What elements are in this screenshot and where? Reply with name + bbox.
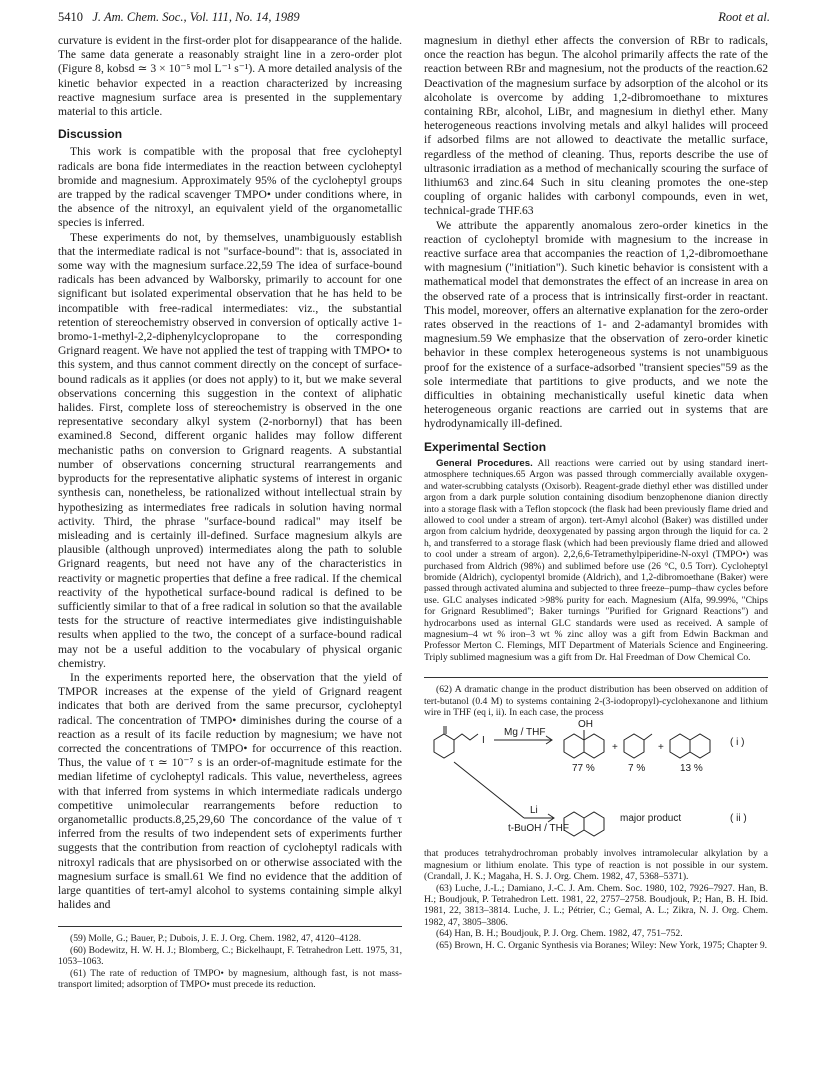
major-product-ring-b: [584, 812, 604, 836]
product-3-ring-a: [670, 734, 690, 758]
footnote-rule: [58, 926, 402, 927]
cyclohexanone-ring: [434, 734, 454, 758]
product-1-ring-b: [584, 734, 604, 758]
reaction-scheme-drawing: [424, 722, 768, 842]
equation-i-label: ( i ): [730, 737, 745, 749]
header-citation: [58, 10, 300, 25]
discussion-paragraph-2: These experiments do not, by themselves, unambiguously establish that the intermediate radical is not "surface-bound": that is, associated in some way with the magnesium surface.22,59 The idea of surface-bound radicals has been advanced by Walborsky, primarily to account for one significant but isolated experimental observation that he has held to be incompatible with free-radical intermediates: viz., the substantial retention of stereochemistry observed in conversion of optically active 1-bromo-1-methyl-2,2-diphenylcyclopropane to the corresponding Grignard reagent. We have not applied the test of trapping with TMPO• to this system, and thus cannot comment directly on the concept of surface-bound radicals as it applies (or does not apply) to it, but we make several observations concerning this suggestion in the context of aliphatic halides. First, complete loss of stereochemistry is observed in the one representative secondary alkyl system (2-norbornyl) that has been examined.8 Second, different organic halides may follow different mechanistic paths on conversion to Grignard reagents. A substantial number of observations concerning structural rearrangements and byproducts for the representative aliphatic systems of interest in organic synthesis can, nonetheless, be rationalized without intellectual strain by hypothesizing as intermediates free radicals in solution having normal activity. Third, the phrase "surface-bound radical" may itself be misleading and is certainly ill-defined. Surface magnesium alkyls are plausible (although unproved) intermediates along the path to soluble Grignard reagents, but need not have any of the characteristics in reactivity or magnetic properties that define a free radical. If the chemical reactivity of the hypothetical surface-bound radical is defined to be sufficiently similar to that of a free radical in solution so that the available tests for the structure of reactive intermediates give indistinguishable results when applied to the two, the concept of a surface-bound radical may not be a useful addition to the vocabulary of physical organic chemistry.: [58, 230, 402, 670]
right-paragraph-2: We attribute the apparently anomalous zero-order kinetics in the reaction of cycloheptyl bromide with magnesium to the increase in reactive surface area that accompanies the reaction of 1,2-dibromoethane with magnesium ("initiation"). Such kinetic behavior is consistent with a mathematical model that demonstrates the effect of an increase in area on the observed rate of a process that is intrinsically first-order in reactant. This model, moreover, offers an alternative explanation for the zero-order rates observed in the reactions of 1- and 2-adamantyl bromides with magnesium.59 We emphasize that the observation of zero-order kinetic behavior in these complex heterogeneous systems is not unambiguous proof for the existence of a surface-adsorbed "transient species"59 as the sole intermediate that partitions to give products, and we note the difficulties in obtaining mechanistically useful kinetic data when heterogeneous organic reactions are carried out in systems that are hydrodynamically ill-defined.: [424, 218, 768, 431]
plus-sign-1: +: [612, 742, 618, 754]
left-column: [58, 34, 402, 990]
header-authors: Root et al.: [718, 10, 770, 24]
experimental-heading: Experimental Section: [424, 439, 547, 454]
discussion-heading: Discussion: [58, 127, 123, 142]
running-header: [58, 0, 770, 30]
product-2-bond: [644, 734, 652, 740]
plus-sign-2: +: [658, 742, 664, 754]
arrow-2-diagonal: [454, 762, 524, 818]
reagent-1: Mg / THF: [504, 727, 546, 739]
footnote-62-end: that produces tetrahydrochroman probably involves intramolecular alkylation by a magnesium or lithium enolate. This type of reaction is not possible in our system. (Crandall, J. K.; Magaha, H. S. J. Org. Chem. 1982, 47, 5368–5371).: [424, 848, 768, 883]
general-procedures-text: All reactions were carried out by using standard inert-atmosphere techniques.65 Argon was passed through commercially available oxygen- and water-scrubbing catalysts (Oxisorb). Reagent-grade diethyl ether was distilled under argon from a dark purple solution containing disodium benzophenone dianion directly into a storage flask with a Teflon stopcock (the flask had been previously flame dried and allowed to cool under a stream of argon). tert-Amyl alcohol (Baker) was distilled under argon from calcium hydride, deoxygenated by passing argon through the liquid for ca. 2 h, and transferred to a storage flask (which had been previously flame dried and allowed to cool under a stream of argon). 2,2,6,6-Tetramethylpiperidine-N-oxyl (TMPO•) was purchased from Aldrich (98%) and sublimed before use (26 °C, 0.5 Torr). Cycloheptyl bromide (Aldrich), cyclopentyl bromide (Aldrich), and 1,2-dibromoethane (Baker) were passed through activated alumina and subjected to three freeze–pump–thaw cycles before use. GLC analyses indicated >98% purity for each. Magnesium (Alfa, 99.99%, "Chips for Grignard Resublimed"; Baker turnings "Purified for Grignard Reactions") and hydrocarbons used as internal GLC standards were used as received. A sample of magnesium–4 wt % iron–3 wt % zinc alloy was a gift from Edwin Backman and Professor Merton C. Flemings, MIT Department of Materials Science and Engineering. Triply sublimed magnesium was a gift from Dr. Hal Freedman of Dow Chemical Co.: [424, 457, 768, 663]
footnote-63: (63) Luche, J.-L.; Damiano, J.-C. J. Am. Chem. Soc. 1980, 102, 7926–7927. Han, B. H.; Boudjouk, P. Tetrahedron Lett. 1981, 22, 2757–2758. Boudjouk, P.; Han, B. H. Ibid. 1981, 22, 3813–3814. Luche, J. L.; Pétrier, C.; Gemal, A. L.; Zikra, N. J. Org. Chem. 1982, 47, 3805–3806.: [424, 882, 768, 928]
product-2-ring: [624, 734, 644, 758]
footnote-65: (65) Brown, H. C. Organic Synthesis via Boranes; Wiley: New York, 1975; Chapter 9.: [436, 939, 768, 951]
page-number: 5410: [58, 10, 83, 24]
general-procedures-label: General Procedures.: [436, 457, 533, 469]
discussion-paragraph-3: In the experiments reported here, the observation that the yield of TMPOR increases at the expense of the yield of Grignard reagent indicates that both are derived from the same precursor, cycloheptyl radical. The concentration of TMPO• diminishes during the course of a reaction as a result of its facile reduction by magnesium; we have not corrected the concentrations of TMPO• for occurrence of this reaction. Thus, the value of τ ≃ 10⁻⁷ s is an order-of-magnitude estimate for the median lifetime of cycloheptyl radicals. This value, nevertheless, agrees with that inferred from systems in which intermediate radicals undergo competitive unimolecular rearrangements before reduction to organometallic products.8,25,29,60 The concordance of the value of τ inferred from the results of two independent sets of experiments further suggests that the contribution from reaction of cycloheptyl radicals with nitroxyl radicals that are physisorbed on or otherwise associated with the magnesium surface is small.61 We find no evidence that the addition of large quantities of tert-amyl alcohol to systems containing simple alkyl halides and: [58, 670, 402, 912]
reagent-2-li: Li: [530, 805, 538, 817]
right-column: [424, 34, 768, 951]
footnote-59: (59) Molle, G.; Bauer, P.; Dubois, J. E. J. Org. Chem. 1982, 47, 4120–4128.: [70, 933, 361, 945]
product-3-ring-b: [690, 734, 710, 758]
equation-ii-label: ( ii ): [730, 813, 747, 825]
volume-issue: Vol. 111, No. 14, 1989: [189, 10, 300, 24]
yield-1: 77 %: [572, 763, 595, 775]
footnote-64: (64) Han, B. H.; Boudjouk, P. J. Org. Chem. 1982, 47, 751–752.: [436, 928, 683, 940]
yield-3: 13 %: [680, 763, 703, 775]
footnote-62-start: (62) A dramatic change in the product distribution has been observed on addition of tert-butanol (0.4 M) to systems containing 2-(3-iodopropyl)-cyclohexanone and lithium wire in THF (eq i, ii). In each case, the process: [424, 684, 768, 719]
journal-name: J. Am. Chem. Soc.,: [92, 10, 187, 24]
general-procedures-paragraph: [424, 458, 768, 663]
footnote-rule-right: [424, 677, 768, 678]
propyl-chain: [454, 734, 478, 740]
footnote-61: (61) The rate of reduction of TMPO• by magnesium, although fast, is not mass-transport limited; adsorption of TMPO• must precede its reduction.: [58, 967, 402, 991]
iodo-label: I: [482, 735, 485, 747]
right-paragraph-1: magnesium in diethyl ether affects the conversion of RBr to radicals, once the reaction has begun. The alcohol primarily affects the rate of the reaction between RBr and magnesium, not the products of the reaction.62 Deactivation of the magnesium surface by adsorption of the alcohol or its alcoholate is overcome by adding 1,2-dibromoethane to mixtures containing RBr, alcohol, LiBr, and magnesium in diethyl ether. Many heterogeneous reactions involving metals and alkyl halides will proceed if adsorbed films are not allowed to deactivate the metallic surface, regardless of the method of cleaning. Thus, reports describe the use of ultrasonic irradiation as a method of mechanically scouring the surface of lithium63 and zinc.64 Such in situ cleaning promotes the one-step coupling of organic halides with carbonyl compounds, even in wet, technical-grade THF.63: [424, 34, 768, 218]
product-1-ring-a: [564, 734, 584, 758]
reagent-2-solvent: t-BuOH / THF: [508, 823, 569, 835]
oh-label: OH: [578, 719, 593, 731]
discussion-paragraph-1: This work is compatible with the proposal that free cycloheptyl radicals are bona fide intermediates in the reaction between cycloheptyl bromide and magnesium. Approximately 95% of the cycloheptyl groups are trapped by the radical scavenger TMPO• under conditions where, in the absence of the nitroxyl, an equivalent yield of the organometallic species is inferred.: [58, 145, 402, 230]
paragraph-intro: curvature is evident in the first-order plot for disappearance of the halide. The same data generate a reasonably straight line in a zero-order plot (Figure 8, kobsd ≃ 3 × 10⁻⁵ mol L⁻¹ s⁻¹). A more detailed analysis of the kinetic behavior expected in a reaction characterized by increasing reactive magnesium surface area is presented in the supplementary material to this article.: [58, 34, 402, 119]
reaction-scheme: [424, 719, 768, 842]
major-product-label: major product: [620, 813, 682, 825]
footnote-60: (60) Bodewitz, H. W. H. J.; Blomberg, C.; Bickelhaupt, F. Tetrahedron Lett. 1975, 31, 1053–1063.: [58, 944, 402, 968]
yield-2: 7 %: [628, 763, 646, 775]
